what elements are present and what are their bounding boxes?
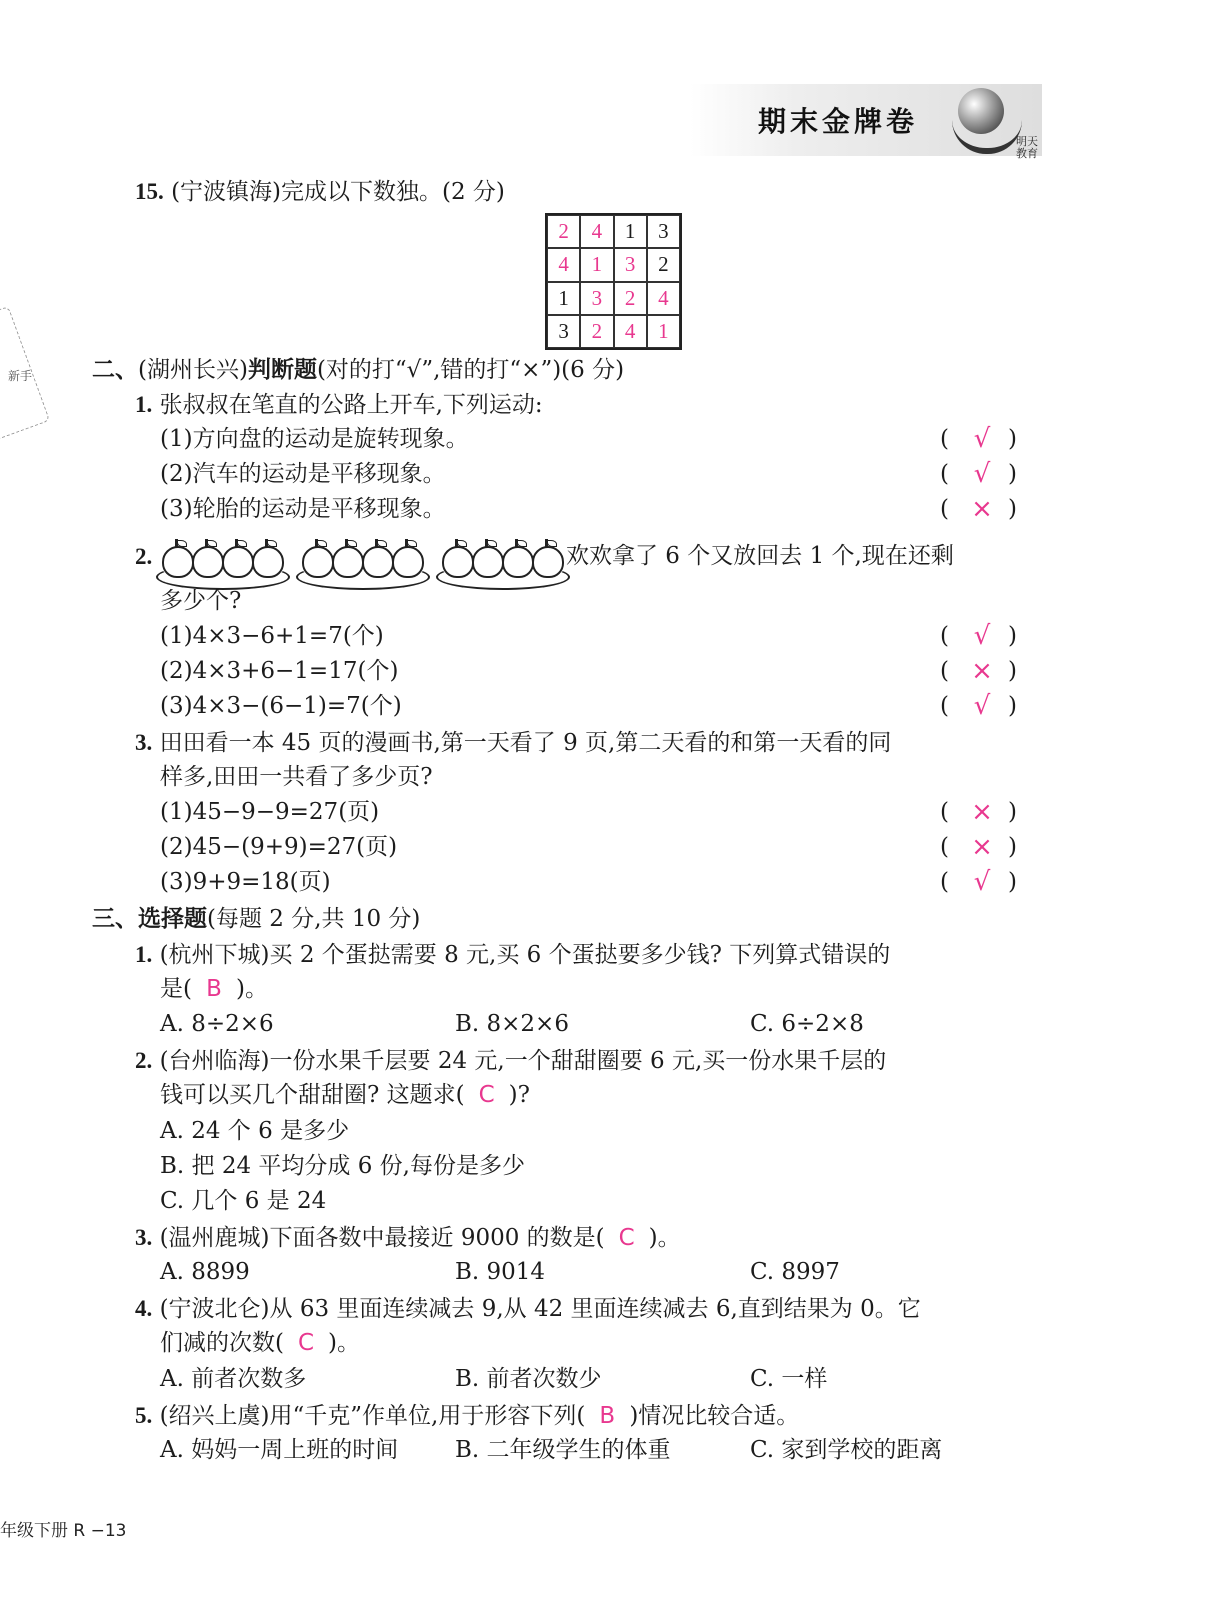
s3-q2-option-c: C. 几个 6 是 24 xyxy=(160,1188,327,1214)
s3-q2-option-a: A. 24 个 6 是多少 xyxy=(160,1118,350,1144)
s2-q1-item-2: (2)汽车的运动是平移现象。 xyxy=(160,461,446,487)
s2-q3-stem-2: 样多,田田一共看了多少页? xyxy=(160,764,433,790)
apple-icon xyxy=(162,546,194,578)
s3-q4-stem-2: 们减的次数( C )。 xyxy=(160,1330,360,1356)
apple-icon xyxy=(392,546,424,578)
s3-q1-answer: B xyxy=(206,976,222,1002)
publisher-logo-text: 明天教育 xyxy=(1016,135,1038,160)
s3-q4-answer: C xyxy=(297,1330,315,1356)
s2-q3-stem-1: 3. 田田看一本 45 页的漫画书,第一天看了 9 页,第二天看的和第一天看的同 xyxy=(135,730,892,756)
q15-number: 15. xyxy=(135,179,164,204)
section2-heading: 二、(湖州长兴)判断题(对的打“√”,错的打“×”)(6 分) xyxy=(92,356,625,383)
s3-q4-stem-1: 4. (宁波北仑)从 63 里面连续减去 9,从 42 里面连续减去 6,直到结果为 0。它 xyxy=(135,1296,921,1322)
s3-q2-answer: C xyxy=(478,1082,495,1108)
sudoku-cell: 3 xyxy=(547,315,580,348)
apple-icon xyxy=(332,546,364,578)
sudoku-cell: 3 xyxy=(614,248,647,281)
s2-q2-item-1: (1)4×3−6+1=7(个) xyxy=(160,623,384,649)
s2-q1-item-3: (3)轮胎的运动是平移现象。 xyxy=(160,496,446,522)
sudoku-grid xyxy=(545,213,682,350)
s3-q1-stem-2: 是( B )。 xyxy=(160,976,268,1002)
sudoku-cell: 1 xyxy=(614,215,647,248)
s3-q4-option-b: B. 前者次数少 xyxy=(455,1366,602,1392)
s2-q1-stem: 1. 张叔叔在笔直的公路上开车,下列运动: xyxy=(135,392,543,418)
sudoku-cell: 1 xyxy=(547,282,580,315)
apple-icon xyxy=(502,546,534,578)
s3-q4-option-c: C. 一样 xyxy=(750,1366,828,1392)
sudoku-cell: 4 xyxy=(547,248,580,281)
apple-icon xyxy=(532,546,564,578)
apple-icon xyxy=(302,546,334,578)
s2-q3-item-2: (2)45−(9+9)=27(页) xyxy=(160,834,398,860)
side-stamp-text: 新手 xyxy=(8,369,33,383)
s3-q3-option-a: A. 8899 xyxy=(160,1259,250,1285)
s3-q3-answer: C xyxy=(618,1225,635,1251)
s3-q5-answer: B xyxy=(599,1403,616,1429)
q15-text: (宁波镇海)完成以下数独。(2 分) xyxy=(171,179,505,205)
apple-icon xyxy=(442,546,474,578)
apple-icon xyxy=(192,546,224,578)
q15-line xyxy=(135,180,505,204)
s3-q3-option-b: B. 9014 xyxy=(455,1259,546,1285)
s3-q2-stem-2: 钱可以买几个甜甜圈? 这题求( C )? xyxy=(160,1082,530,1108)
s3-q3-stem: 3. (温州鹿城)下面各数中最接近 9000 的数是( C )。 xyxy=(135,1225,681,1251)
s3-q1-option-c: C. 6÷2×8 xyxy=(750,1011,864,1037)
sudoku-cell: 2 xyxy=(547,215,580,248)
s3-q5-option-b: B. 二年级学生的体重 xyxy=(455,1437,671,1463)
banner-title: 期末金牌卷 xyxy=(758,105,919,138)
s3-q1-option-a: A. 8÷2×6 xyxy=(160,1011,274,1037)
sudoku-cell: 1 xyxy=(647,315,680,348)
apple-icon xyxy=(472,546,504,578)
page-footer: 年级下册 R −13 xyxy=(0,1521,127,1541)
s3-q1-stem-1: 1. (杭州下城)买 2 个蛋挞需要 8 元,买 6 个蛋挞要多少钱? 下列算式错误的 xyxy=(135,942,891,968)
apple-icon xyxy=(362,546,394,578)
s3-q4-option-a: A. 前者次数多 xyxy=(160,1366,307,1392)
apple-plate-3 xyxy=(436,530,566,590)
sudoku-cell: 2 xyxy=(647,248,680,281)
s3-q5-stem: 5. (绍兴上虞)用“千克”作单位,用于形容下列( B )情况比较合适。 xyxy=(135,1403,800,1429)
s3-q2-stem-1: 2. (台州临海)一份水果千层要 24 元,一个甜甜圈要 6 元,买一份水果千层的 xyxy=(135,1048,887,1074)
s3-q5-option-a: A. 妈妈一周上班的时间 xyxy=(160,1437,399,1463)
sudoku-cell: 1 xyxy=(580,248,613,281)
sudoku-cell: 4 xyxy=(614,315,647,348)
s2-q3-item-3: (3)9+9=18(页) xyxy=(160,869,331,895)
apple-plate-2 xyxy=(296,530,426,590)
sudoku-cell: 4 xyxy=(580,215,613,248)
s2-q2-item-3: (3)4×3−(6−1)=7(个) xyxy=(160,693,402,719)
sudoku-cell: 4 xyxy=(647,282,680,315)
sudoku-cell: 3 xyxy=(580,282,613,315)
s2-q2-item-2: (2)4×3+6−1=17(个) xyxy=(160,658,399,684)
apple-icon xyxy=(252,546,284,578)
s3-q3-option-c: C. 8997 xyxy=(750,1259,840,1285)
sudoku-cell: 3 xyxy=(647,215,680,248)
s3-q5-option-c: C. 家到学校的距离 xyxy=(750,1437,943,1463)
s2-q2-text-1: 欢欢拿了 6 个又放回去 1 个,现在还剩 xyxy=(566,543,954,569)
section3-heading: 三、选择题(每题 2 分,共 10 分) xyxy=(92,905,421,932)
s2-q1-item-1: (1)方向盘的运动是旋转现象。 xyxy=(160,426,469,452)
s3-q1-option-b: B. 8×2×6 xyxy=(455,1011,569,1037)
sudoku-cell: 2 xyxy=(580,315,613,348)
s2-q3-item-1: (1)45−9−9=27(页) xyxy=(160,799,380,825)
sudoku-cell: 2 xyxy=(614,282,647,315)
apple-plate-1 xyxy=(156,530,286,590)
apple-icon xyxy=(222,546,254,578)
s3-q2-option-b: B. 把 24 平均分成 6 份,每份是多少 xyxy=(160,1153,525,1179)
s2-q2-text-2: 多少个? xyxy=(160,588,242,614)
s2-q2-number: 2. xyxy=(135,544,153,569)
